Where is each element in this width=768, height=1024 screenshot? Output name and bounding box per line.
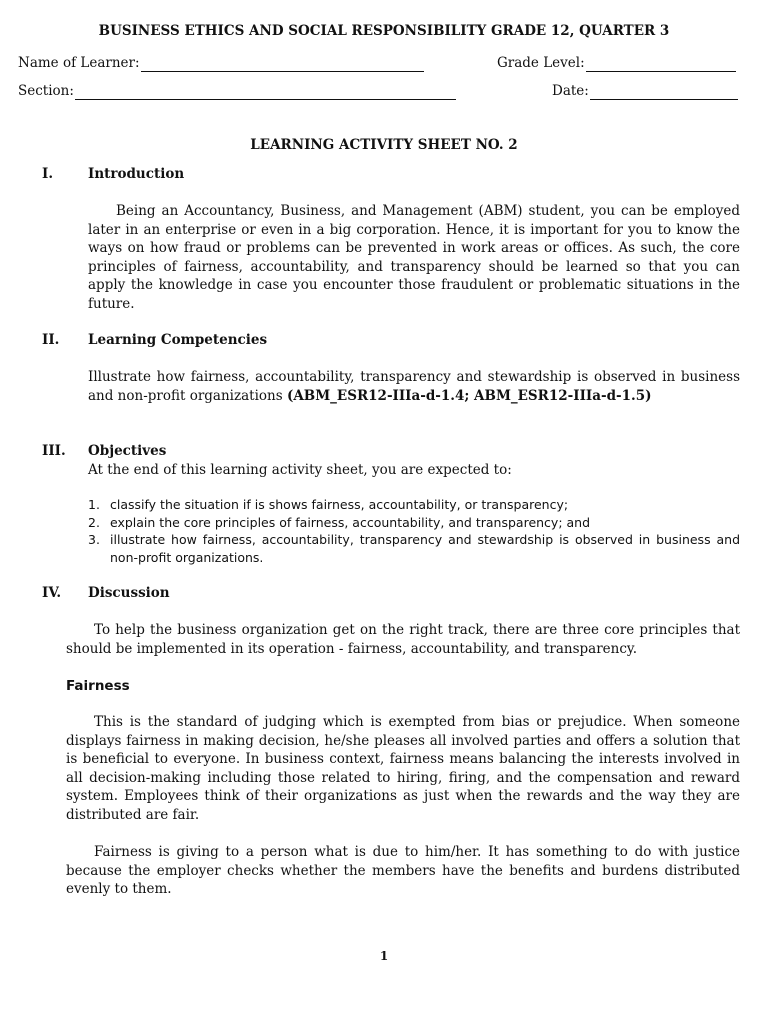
fairness-paragraph-1: This is the standard of judging which is exempted from bias or prejudice. When someone displays fairness in making decision, he/she pleases all involved parties and offers a solution that is beneficial to everyone. In business context, fairness means balancing the interests involved in all decision-making including those related to hiring, firing, and the compensation and reward system. Employees think of their organizations as just when the rewards and the way they are distributed are fair. [66, 714, 740, 823]
section-number: I. [42, 166, 54, 182]
section-heading-introduction [42, 165, 184, 184]
section-blank[interactable] [75, 85, 456, 100]
name-field[interactable] [18, 52, 424, 72]
section-title: Objectives [88, 443, 167, 459]
section-title: Introduction [88, 166, 185, 182]
item-text: illustrate how fairness, accountability, transparency and stewardship is observed in business and non-profit organizations. [110, 532, 740, 565]
section-date-row [18, 80, 742, 100]
section-number: III. [42, 443, 66, 459]
fairness-heading: Fairness [66, 678, 130, 694]
competency-code: (ABM_ESR12-IIIa-d-1.4; ABM_ESR12-IIIa-d-1.5) [286, 387, 652, 404]
section-heading-discussion [42, 584, 170, 603]
list-item [88, 496, 740, 514]
page-number: 1 [379, 949, 389, 963]
section-field[interactable] [18, 80, 456, 100]
competencies-paragraph [88, 368, 740, 405]
fairness-paragraph-2: Fairness is giving to a person what is due to him/her. It has something to do with justice because the employer checks whether the members have the benefits and burdens distributed evenly to them. [66, 844, 740, 897]
section-title: Discussion [88, 585, 170, 601]
item-number: 3. [88, 532, 100, 547]
competencies-text: Illustrate how fairness, accountability, transparency and stewardship is observed in business and non-profit organizations [88, 369, 740, 404]
section-number: IV. [42, 585, 62, 601]
name-label: Name of Learner: [18, 54, 140, 71]
section-label: Section: [18, 82, 74, 99]
discussion-paragraph: To help the business organization get on the right track, there are three core principles that should be implemented in its operation - fairness, accountability, and transparency. [66, 622, 740, 657]
grade-level-field[interactable] [497, 52, 736, 72]
list-item [88, 531, 740, 566]
list-item [88, 514, 740, 532]
name-grade-row [18, 52, 742, 72]
item-number: 1. [88, 497, 100, 512]
grade-level-blank[interactable] [586, 57, 736, 72]
section-number: II. [42, 332, 60, 348]
date-field[interactable] [552, 80, 738, 100]
date-label: Date: [552, 82, 589, 99]
sheet-title: LEARNING ACTIVITY SHEET NO. 2 [250, 137, 518, 153]
date-blank[interactable] [590, 85, 738, 100]
item-number: 2. [88, 514, 100, 530]
item-text: explain the core principles of fairness, accountability, and transparency; and [110, 514, 591, 530]
item-text: classify the situation if is shows fairness, accountability, or transparency; [110, 497, 569, 512]
document-title: BUSINESS ETHICS AND SOCIAL RESPONSIBILITY GRADE 12, QUARTER 3 [98, 23, 670, 39]
section-heading-competencies [42, 331, 267, 350]
introduction-paragraph: Being an Accountancy, Business, and Management (ABM) student, you can be employed later in an enterprise or even in a big corporation. Hence, it is important for you to know the ways on how fraud or problems can be prevented in work areas or offices. As such, the core principles of fairness, accountability, and transparency should be learned so that you can apply the knowledge in case you encounter those fraudulent or problematic situations in the future. [88, 203, 740, 312]
section-title: Learning Competencies [88, 332, 268, 348]
objectives-intro: At the end of this learning activity sheet, you are expected to: [88, 462, 512, 478]
name-blank[interactable] [141, 57, 424, 72]
section-heading-objectives [42, 442, 166, 461]
grade-level-label: Grade Level: [497, 54, 585, 71]
objectives-list [88, 496, 740, 566]
